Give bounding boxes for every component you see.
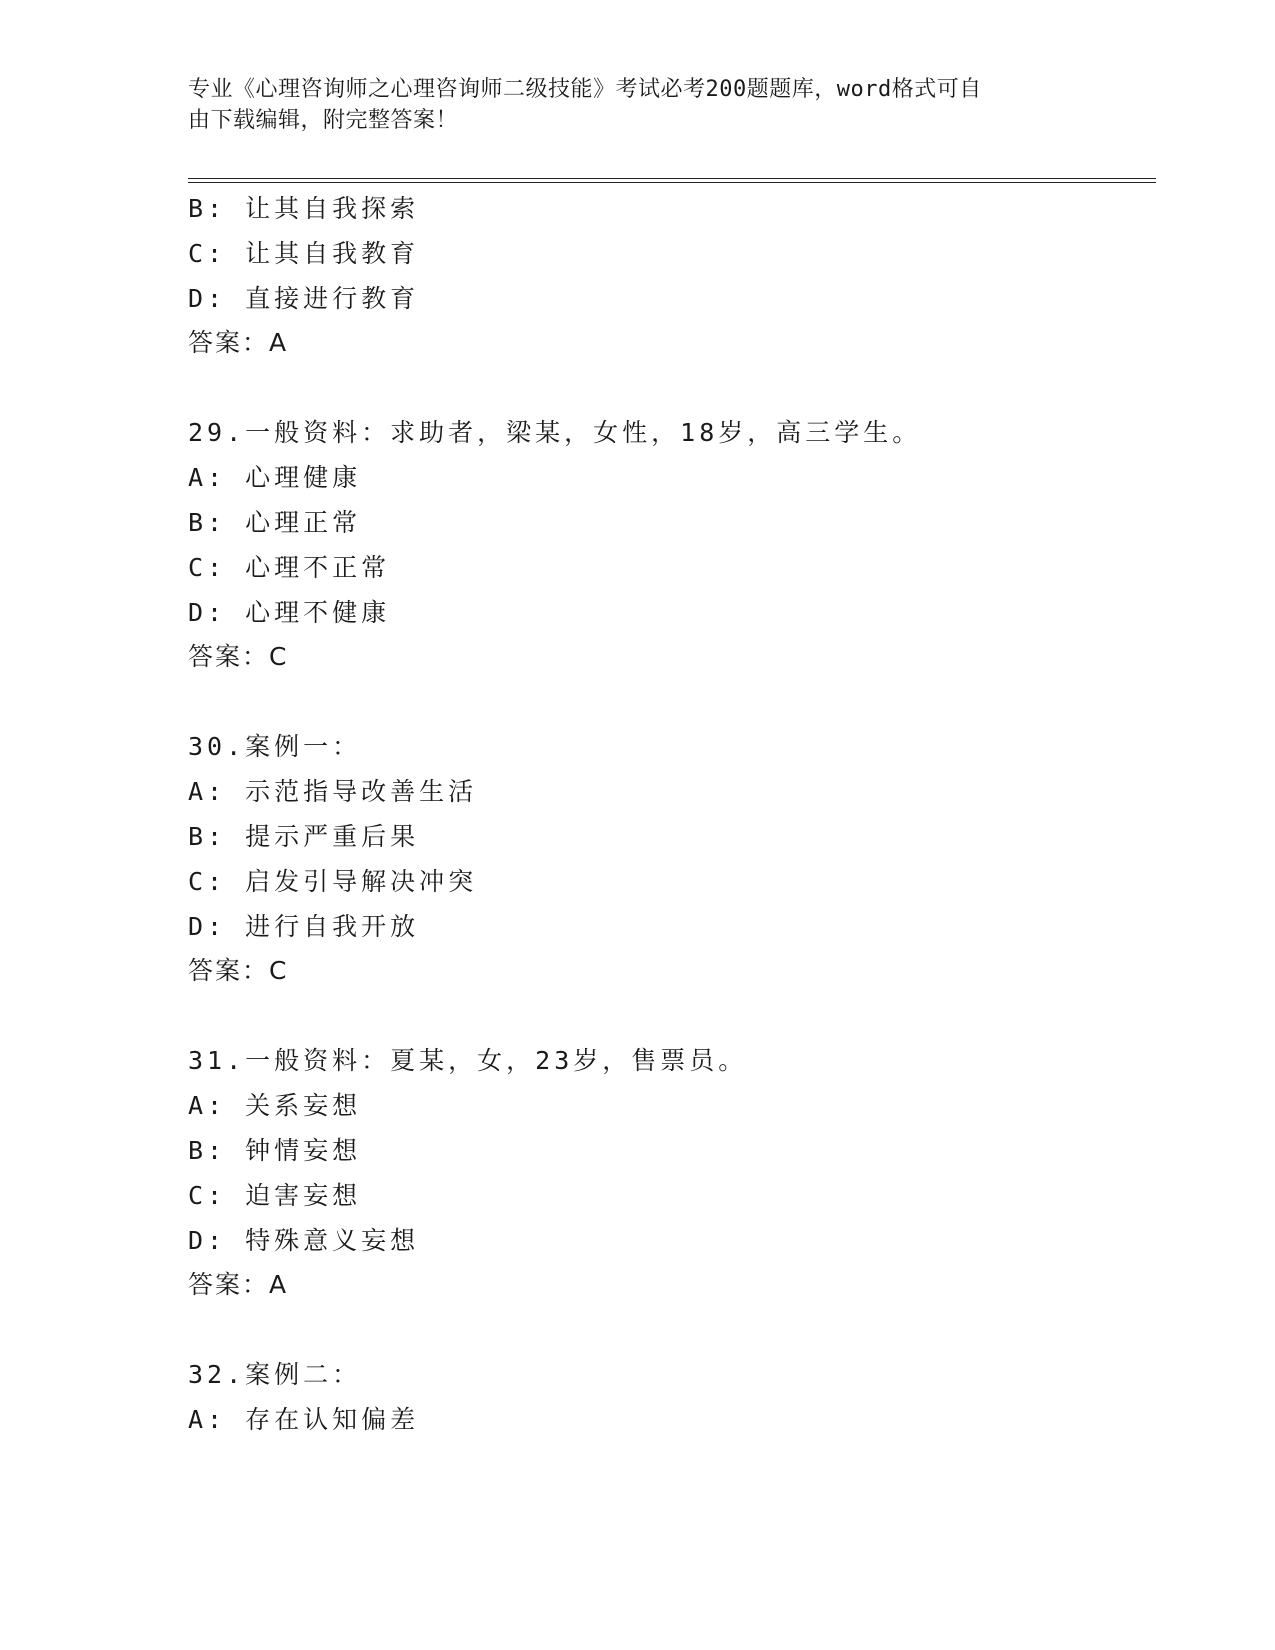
option-c: C: 让其自我教育 bbox=[188, 239, 420, 268]
option-c: C: 心理不正常 bbox=[188, 553, 391, 582]
option-a: A: 存在认知偏差 bbox=[188, 1405, 420, 1434]
option-d: D: 直接进行教育 bbox=[188, 284, 420, 313]
header-divider bbox=[188, 178, 1156, 183]
option-a: A: 心理健康 bbox=[188, 463, 362, 492]
document-header bbox=[188, 74, 1088, 136]
option-d: D: 进行自我开放 bbox=[188, 912, 420, 941]
answer-line: 答案：C bbox=[188, 642, 289, 671]
question-stem: 32.案例二： bbox=[188, 1360, 362, 1389]
option-c: C: 启发引导解决冲突 bbox=[188, 867, 478, 896]
option-d: D: 心理不健康 bbox=[188, 598, 391, 627]
header-line-1: 专业《心理咨询师之心理咨询师二级技能》考试必考200题题库，word格式可自 bbox=[188, 77, 982, 102]
question-stem: 29.一般资料：求助者，梁某，女性，18岁，高三学生。 bbox=[188, 418, 922, 447]
answer-line: 答案：A bbox=[188, 328, 289, 357]
header-line-2: 由下载编辑，附完整答案！ bbox=[188, 108, 459, 133]
option-b: B: 让其自我探索 bbox=[188, 194, 420, 223]
answer-line: 答案：C bbox=[188, 956, 289, 985]
option-b: B: 心理正常 bbox=[188, 508, 362, 537]
option-b: B: 提示严重后果 bbox=[188, 822, 420, 851]
answer-line: 答案：A bbox=[188, 1270, 289, 1299]
option-d: D: 特殊意义妄想 bbox=[188, 1226, 420, 1255]
question-stem: 30.案例一： bbox=[188, 732, 362, 761]
option-a: A: 示范指导改善生活 bbox=[188, 777, 478, 806]
option-c: C: 迫害妄想 bbox=[188, 1181, 362, 1210]
option-b: B: 钟情妄想 bbox=[188, 1136, 362, 1165]
question-stem: 31.一般资料：夏某，女，23岁，售票员。 bbox=[188, 1046, 748, 1075]
option-a: A: 关系妄想 bbox=[188, 1091, 362, 1120]
